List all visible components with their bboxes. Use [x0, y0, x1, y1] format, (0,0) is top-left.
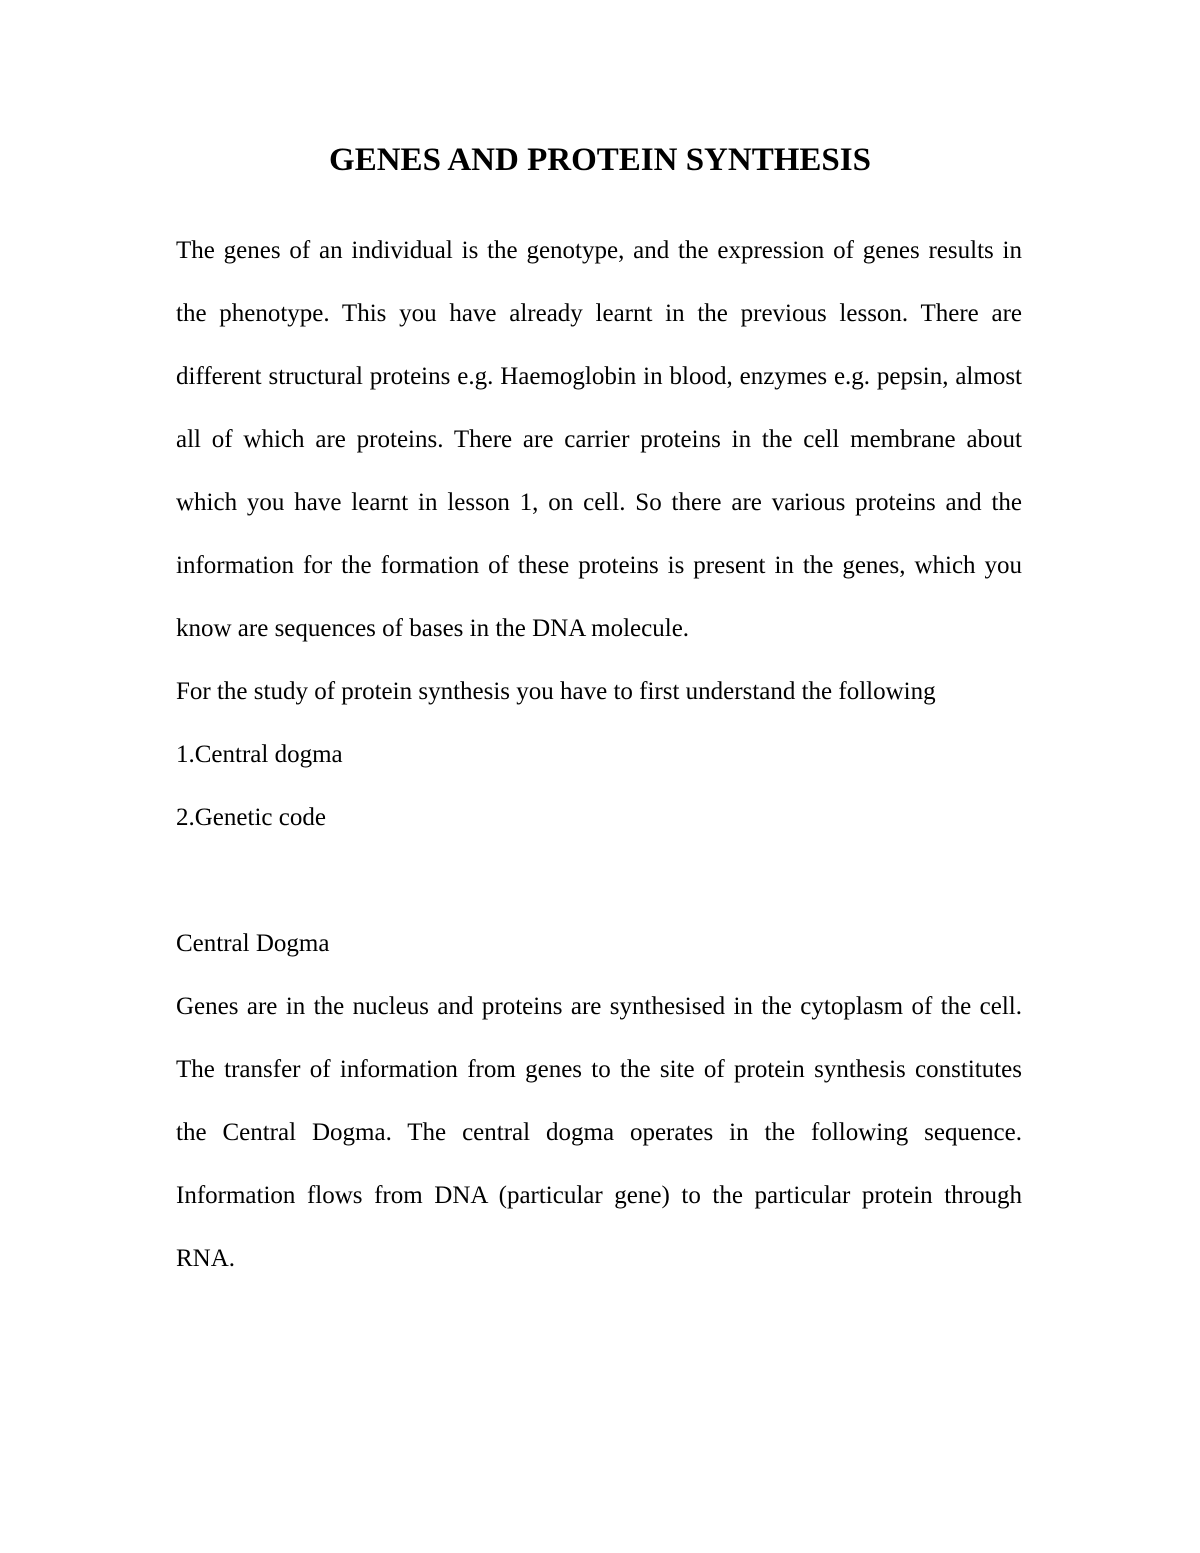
document-body [176, 219, 1022, 1290]
page-title: GENES AND PROTEIN SYNTHESIS [329, 142, 871, 178]
list-item-genetic-code: 2.Genetic code [176, 804, 326, 831]
paragraph-central-dogma: Genes are in the nucleus and proteins are synthesised in the cytoplasm of the cell. The transfer of information from genes to the site of protein synthesis constitutes the Central Dogma. The central dogma operates in the following sequence. Information flows from DNA (particular gene) to the particular protein through RNA. [176, 993, 1022, 1272]
intro-line: For the study of protein synthesis you have to first understand the following [176, 678, 936, 705]
list-item-central-dogma: 1.Central dogma [176, 741, 343, 768]
section-heading: Central Dogma [176, 930, 330, 957]
paragraph-genotype-phenotype: The genes of an individual is the genotype, and the expression of genes results in the phenotype. This you have already learnt in the previous lesson. There are different structural proteins e.g. Haemoglobin in blood, enzymes e.g. pepsin, almost all of which are proteins. There are carrier proteins in the cell membrane about which you have learnt in lesson 1, on cell. So there are various proteins and the information for the formation of these proteins is present in the genes, which you know are sequences of bases in the DNA molecule. [176, 237, 1022, 642]
blank-line [176, 849, 1022, 912]
